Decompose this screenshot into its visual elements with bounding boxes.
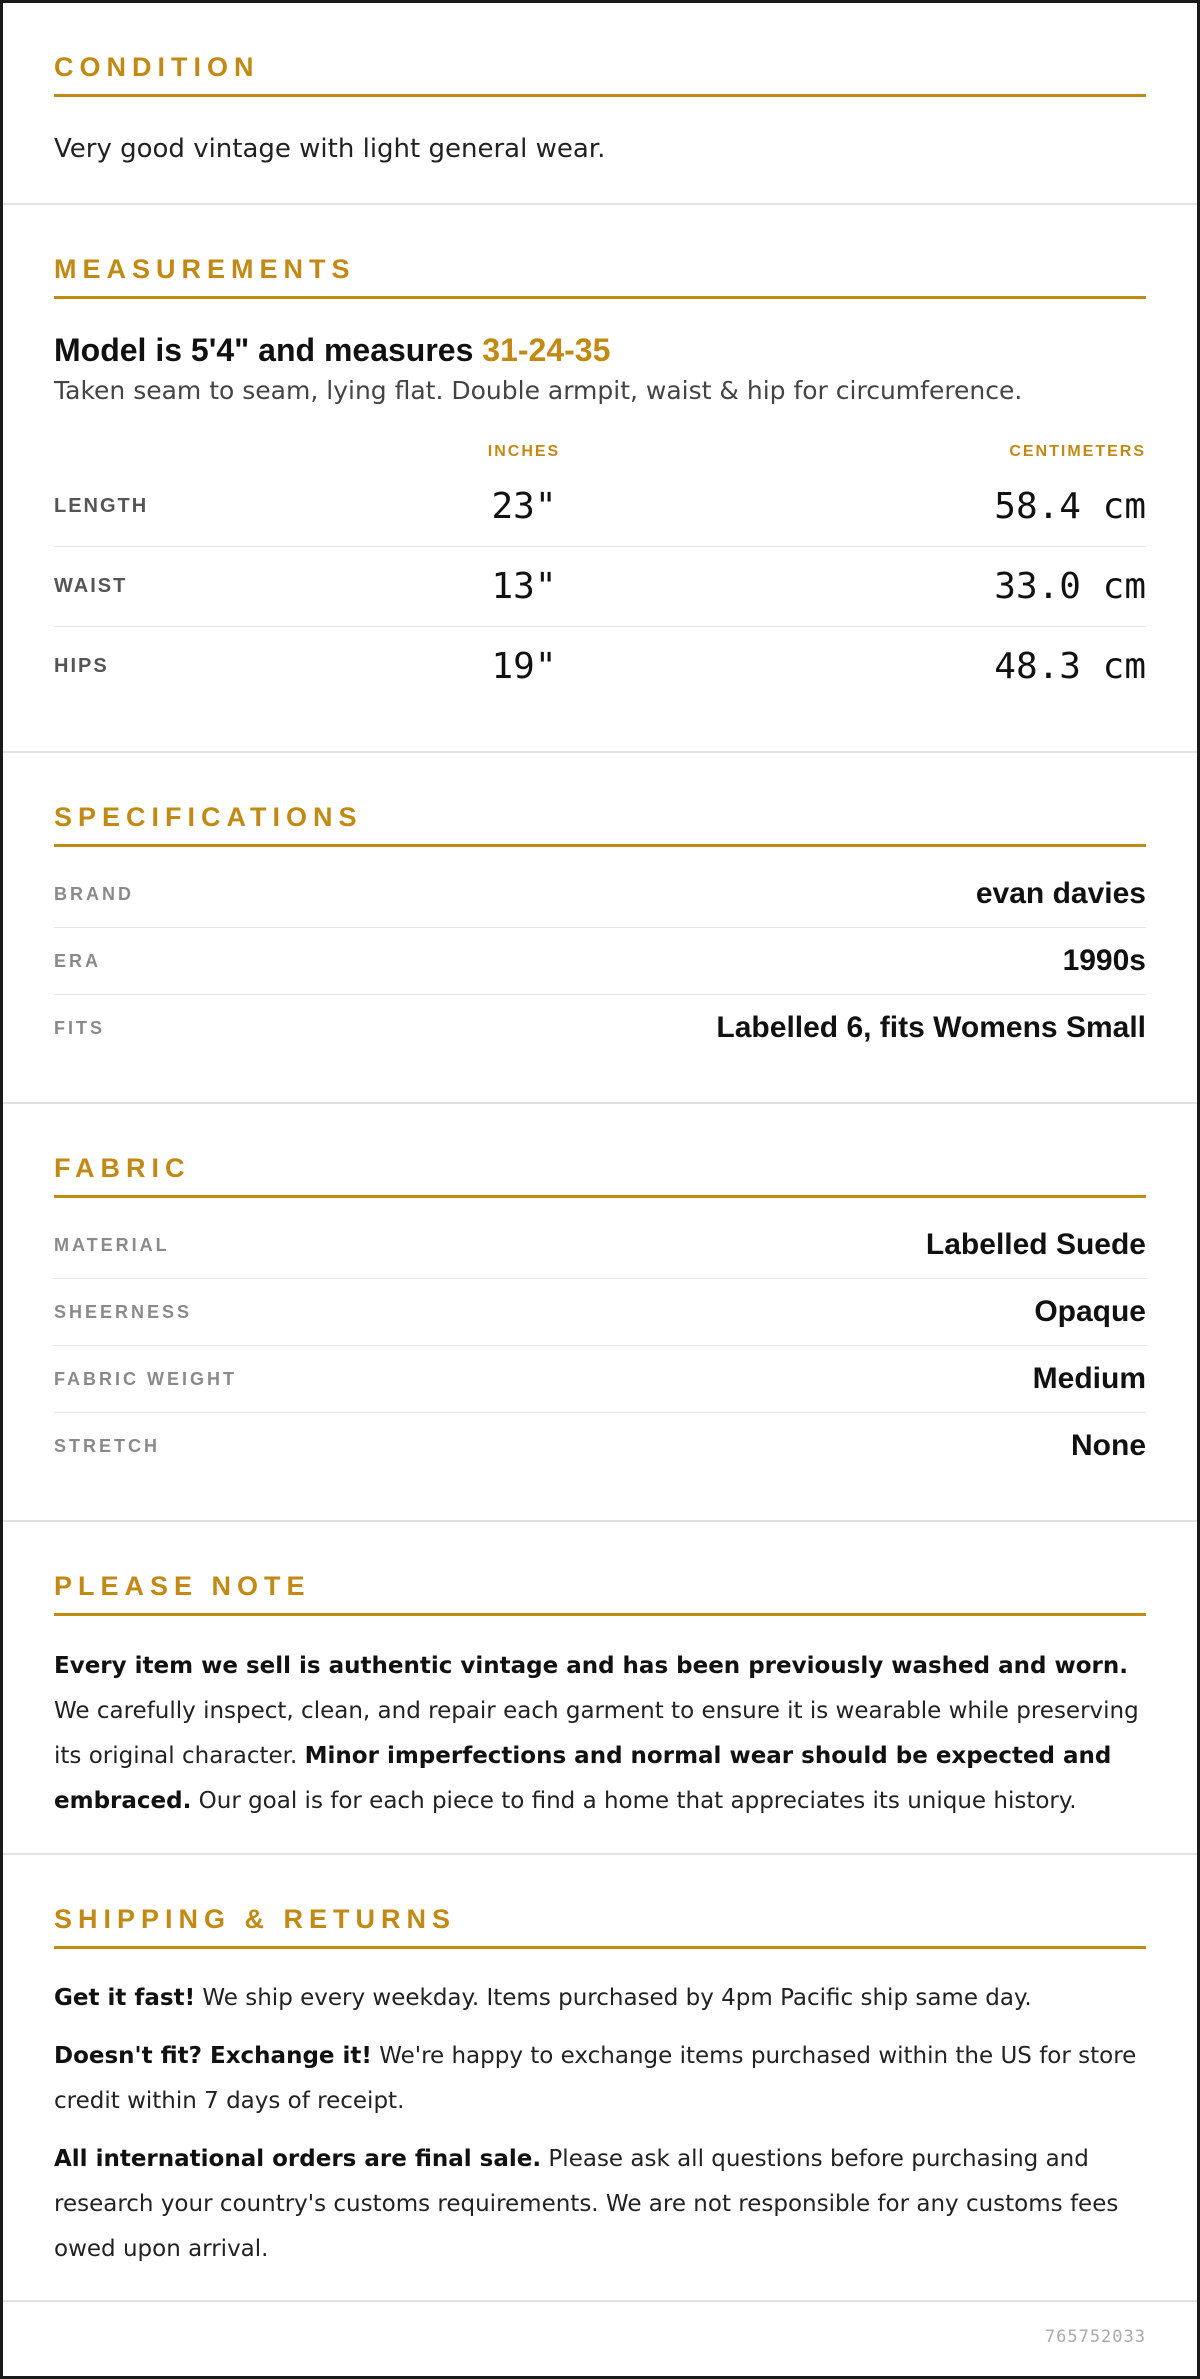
spec-value: 1990s — [1062, 944, 1146, 977]
spec-key: BRAND — [54, 883, 134, 904]
measurement-inches: 19" — [491, 646, 557, 687]
fabric-row-sheerness — [54, 1279, 1146, 1346]
measurement-row-waist — [54, 547, 1146, 627]
fabric-heading: FABRIC — [54, 1153, 1146, 1198]
condition-text: Very good vintage with light general wear. — [54, 134, 606, 164]
fabric-row-stretch — [54, 1413, 1146, 1479]
note-bold-1: Every item we sell is authentic vintage and has been previously washed and worn. — [54, 1653, 1128, 1679]
please-note-section — [3, 1522, 1197, 1855]
fabric-key: MATERIAL — [54, 1234, 170, 1255]
model-measures: 31-24-35 — [482, 332, 611, 368]
measurement-label: WAIST — [54, 575, 128, 597]
shipping-exchange-text: We're happy to exchange items purchased within the US for store credit within 7 days of receipt. — [54, 2043, 1137, 2114]
measurement-row-length — [54, 467, 1146, 547]
shipping-international-text: Please ask all questions before purchasing and research your country's customs requirements. We are not responsible for any customs fees owed upon arrival. — [54, 2146, 1119, 2262]
spec-key: ERA — [54, 950, 102, 971]
fabric-value: Opaque — [1034, 1295, 1146, 1328]
measurement-cm: 48.3 cm — [994, 646, 1146, 687]
spec-value: evan davies — [975, 877, 1146, 910]
note-text-2: Our goal is for each piece to find a home that appreciates its unique history. — [191, 1788, 1077, 1814]
shipping-exchange-bold: Doesn't fit? Exchange it! — [54, 2043, 372, 2069]
shipping-fast-bold: Get it fast! — [54, 1985, 196, 2011]
fabric-row-material — [54, 1212, 1146, 1279]
measurement-cm: 58.4 cm — [994, 486, 1146, 527]
measurement-note: Taken seam to seam, lying flat. Double armpit, waist & hip for circumference. — [54, 376, 1023, 405]
condition-section — [3, 3, 1197, 205]
fabric-key: FABRIC WEIGHT — [54, 1368, 237, 1389]
measurement-label: HIPS — [54, 655, 109, 677]
fabric-list — [54, 1212, 1146, 1479]
measurement-cm: 33.0 cm — [994, 566, 1146, 607]
measurement-label: LENGTH — [54, 495, 149, 517]
fabric-value: Labelled Suede — [925, 1228, 1146, 1261]
measurement-inches: 23" — [491, 486, 557, 527]
spec-row-fits — [54, 995, 1146, 1061]
fabric-row-weight — [54, 1346, 1146, 1413]
measurement-inches: 13" — [491, 566, 557, 607]
spec-row-era — [54, 928, 1146, 995]
please-note-heading: PLEASE NOTE — [54, 1571, 1146, 1616]
shipping-international-bold: All international orders are final sale. — [54, 2146, 542, 2172]
specifications-section — [3, 753, 1197, 1104]
specifications-heading: SPECIFICATIONS — [54, 802, 1146, 847]
spec-value: Labelled 6, fits Womens Small — [716, 1011, 1146, 1044]
measurement-row-hips — [54, 627, 1146, 706]
shipping-exchange-paragraph — [54, 2034, 1146, 2124]
centimeters-column-header: CENTIMETERS — [1009, 443, 1146, 460]
shipping-fast-text: We ship every weekday. Items purchased by 4pm Pacific ship same day. — [195, 1985, 1032, 2011]
item-id: 765752033 — [1044, 2327, 1146, 2347]
model-info-prefix: Model is 5'4" and measures — [54, 332, 483, 368]
spec-row-brand — [54, 861, 1146, 928]
measurement-table-header — [54, 437, 1146, 467]
note-text-1: We carefully inspect, clean, and repair each garment to ensure it is wearable while preserving its original character. — [54, 1698, 1139, 1769]
shipping-international-paragraph — [54, 2137, 1146, 2272]
measurements-section — [3, 205, 1197, 753]
item-id-footer — [3, 2302, 1197, 2372]
measurement-table — [54, 467, 1146, 706]
note-bold-2: Minor imperfections and normal wear should be expected and embraced. — [54, 1743, 1112, 1814]
condition-heading: CONDITION — [54, 52, 1146, 97]
spec-key: FITS — [54, 1017, 105, 1038]
shipping-returns-section — [3, 1855, 1197, 2302]
fabric-section — [3, 1104, 1197, 1522]
fabric-value: Medium — [1032, 1362, 1146, 1395]
model-info — [54, 331, 1146, 369]
fabric-key: SHEERNESS — [54, 1301, 193, 1322]
measurements-heading: MEASUREMENTS — [54, 254, 1146, 299]
specifications-list — [54, 861, 1146, 1061]
fabric-key: STRETCH — [54, 1435, 160, 1456]
please-note-text — [54, 1644, 1146, 1824]
shipping-heading: SHIPPING & RETURNS — [54, 1904, 1146, 1949]
shipping-fast-paragraph — [54, 1976, 1146, 2021]
inches-column-header: INCHES — [487, 443, 561, 460]
fabric-value: None — [1071, 1429, 1146, 1462]
